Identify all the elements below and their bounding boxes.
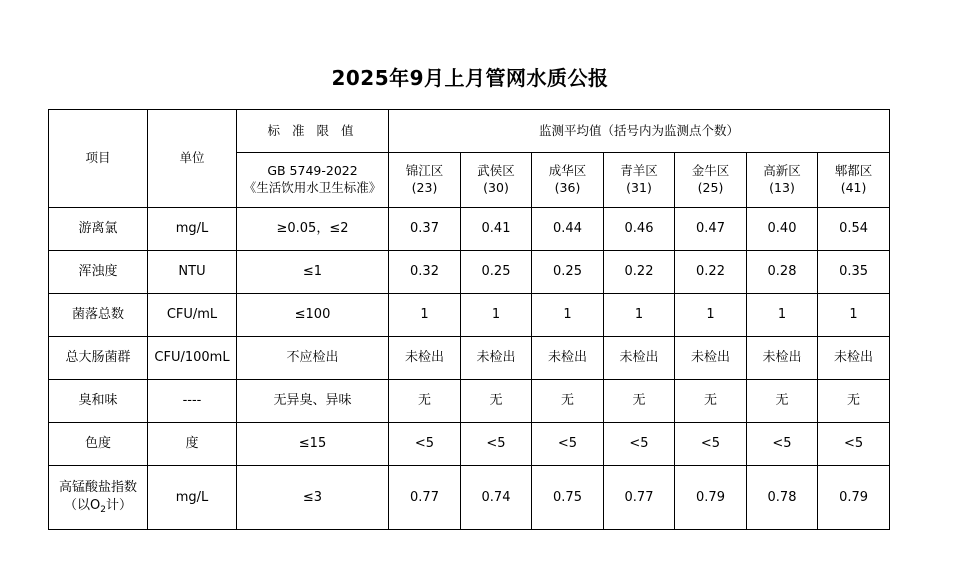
row-value: 0.79 xyxy=(818,466,890,530)
row-value: 0.41 xyxy=(461,208,532,251)
row-unit: CFU/100mL xyxy=(148,337,237,380)
row-value: 未检出 xyxy=(675,337,747,380)
row-value: 0.77 xyxy=(604,466,675,530)
row-value: 1 xyxy=(532,294,604,337)
header-item: 项目 xyxy=(49,110,148,208)
row-value: 0.37 xyxy=(389,208,461,251)
district-name: 武侯区 xyxy=(477,163,515,179)
row-value: 无 xyxy=(675,380,747,423)
row-value: 0.54 xyxy=(818,208,890,251)
district-name: 金牛区 xyxy=(691,163,730,179)
row-limit: ≤3 xyxy=(237,466,389,530)
row-unit: mg/L xyxy=(148,208,237,251)
row-value: 0.46 xyxy=(604,208,675,251)
district-header xyxy=(675,153,747,208)
row-value: 1 xyxy=(818,294,890,337)
district-points: (23) xyxy=(411,180,438,195)
row-value: 无 xyxy=(532,380,604,423)
row-value: 未检出 xyxy=(461,337,532,380)
table-row xyxy=(49,208,890,251)
district-points: (31) xyxy=(626,180,652,195)
table-row xyxy=(49,294,890,337)
table-row xyxy=(49,466,890,530)
item-line2: （以$O_2$计） xyxy=(64,497,132,515)
row-item: 菌落总数 xyxy=(49,294,148,337)
row-value: 1 xyxy=(747,294,818,337)
row-value: 0.79 xyxy=(675,466,747,530)
row-value: 未检出 xyxy=(532,337,604,380)
row-value: <5 xyxy=(747,423,818,466)
district-header xyxy=(818,153,890,208)
district-points: (41) xyxy=(840,180,867,195)
row-value: 0.77 xyxy=(389,466,461,530)
district-name: 高新区 xyxy=(763,163,801,179)
row-item: 色度 xyxy=(49,423,148,466)
header-unit: 单位 xyxy=(148,110,237,208)
row-item: 臭和味 xyxy=(49,380,148,423)
district-name: 锦江区 xyxy=(405,163,444,179)
district-points: (36) xyxy=(554,180,581,195)
row-value: 0.25 xyxy=(461,251,532,294)
row-value: 0.40 xyxy=(747,208,818,251)
table-row xyxy=(49,423,890,466)
row-value: <5 xyxy=(675,423,747,466)
row-value: 0.25 xyxy=(532,251,604,294)
row-value: <5 xyxy=(818,423,890,466)
row-limit: ≤1 xyxy=(237,251,389,294)
header-standard-limit: 标 准 限 值 xyxy=(237,110,389,153)
row-value: <5 xyxy=(604,423,675,466)
district-points: (30) xyxy=(483,180,509,195)
header-standard-name xyxy=(237,153,389,208)
row-value: 无 xyxy=(461,380,532,423)
row-item: 游离氯 xyxy=(49,208,148,251)
row-value: <5 xyxy=(532,423,604,466)
district-header xyxy=(389,153,461,208)
district-points: (13) xyxy=(769,180,795,195)
district-name: 青羊区 xyxy=(620,163,658,179)
row-value: 0.35 xyxy=(818,251,890,294)
row-value: 无 xyxy=(604,380,675,423)
row-value: 1 xyxy=(461,294,532,337)
row-item: 浑浊度 xyxy=(49,251,148,294)
row-unit: NTU xyxy=(148,251,237,294)
district-header xyxy=(747,153,818,208)
row-unit: CFU/mL xyxy=(148,294,237,337)
row-limit: 无异臭、异味 xyxy=(237,380,389,423)
row-value: 0.22 xyxy=(675,251,747,294)
row-value: 0.28 xyxy=(747,251,818,294)
row-value: 0.44 xyxy=(532,208,604,251)
district-header xyxy=(604,153,675,208)
standard-title: 《生活饮用水卫生标准》 xyxy=(243,180,382,195)
item-line1: 高锰酸盐指数 xyxy=(58,480,137,496)
row-value: 1 xyxy=(389,294,461,337)
row-value: 未检出 xyxy=(747,337,818,380)
district-points: (25) xyxy=(697,180,724,195)
row-value: 0.32 xyxy=(389,251,461,294)
standard-code: GB 5749-2022 xyxy=(267,163,358,179)
table-row xyxy=(49,380,890,423)
row-value: 未检出 xyxy=(604,337,675,380)
header-monitoring-average: 监测平均值（括号内为监测点个数） xyxy=(389,110,890,153)
row-value: <5 xyxy=(461,423,532,466)
row-unit: ---- xyxy=(148,380,237,423)
district-header xyxy=(532,153,604,208)
district-header xyxy=(461,153,532,208)
row-value: 无 xyxy=(747,380,818,423)
row-value: 未检出 xyxy=(389,337,461,380)
district-name: 郫都区 xyxy=(834,163,873,179)
water-quality-table xyxy=(48,109,890,530)
row-value: 未检出 xyxy=(818,337,890,380)
row-limit: 不应检出 xyxy=(237,337,389,380)
row-item: 总大肠菌群 xyxy=(49,337,148,380)
table-row xyxy=(49,251,890,294)
row-value: 0.22 xyxy=(604,251,675,294)
table-row xyxy=(49,337,890,380)
row-unit: mg/L xyxy=(148,466,237,530)
row-value: 0.78 xyxy=(747,466,818,530)
page-title: 2025年9月上月管网水质公报 xyxy=(331,66,609,90)
row-item xyxy=(49,466,148,530)
row-value: <5 xyxy=(389,423,461,466)
row-value: 0.74 xyxy=(461,466,532,530)
row-unit: 度 xyxy=(148,423,237,466)
row-value: 0.75 xyxy=(532,466,604,530)
row-value: 无 xyxy=(818,380,890,423)
row-limit: ≤15 xyxy=(237,423,389,466)
row-value: 1 xyxy=(675,294,747,337)
row-limit: ≥0.05，≤2 xyxy=(237,208,389,251)
row-value: 0.47 xyxy=(675,208,747,251)
row-value: 无 xyxy=(389,380,461,423)
row-limit: ≤100 xyxy=(237,294,389,337)
row-value: 1 xyxy=(604,294,675,337)
district-name: 成华区 xyxy=(548,163,587,179)
